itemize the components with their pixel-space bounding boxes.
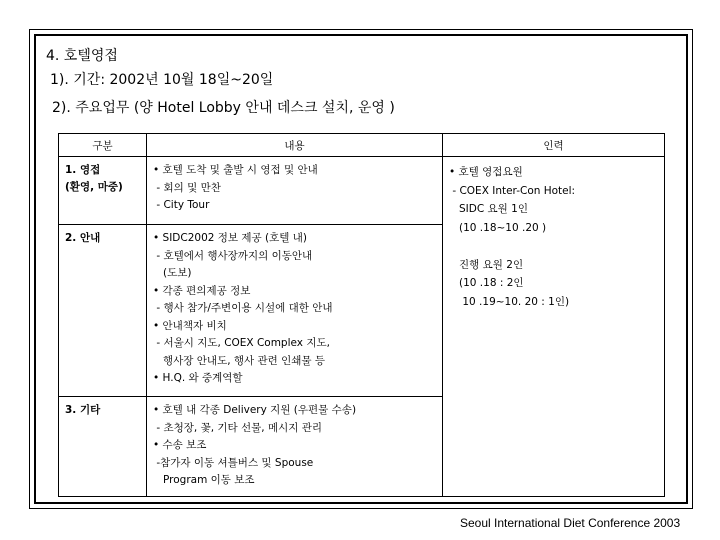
content-line: - 서울시 지도, COEX Complex 지도, (153, 337, 330, 349)
content-line: - 회의 및 만찬 (153, 181, 221, 194)
content-line: - 호텔에서 행사장까지의 이동안내 (153, 249, 313, 262)
row-category (59, 225, 147, 397)
staff-line: (10 .18 : 2인 (449, 277, 524, 289)
table-header-row (59, 134, 665, 157)
table-row (59, 157, 665, 225)
staff-line: 10 .19~10. 20 : 1인) (449, 295, 570, 308)
staff-line: SIDC 요원 1인 (449, 203, 528, 215)
content-line: (도보) (153, 267, 192, 279)
row-content (147, 157, 443, 225)
content-line: - City Tour (153, 199, 210, 211)
content-line: 행사장 안내도, 행사 관련 인쇄물 등 (153, 354, 326, 367)
category-line: 2. 안내 (65, 232, 101, 244)
staff-line: • 호텔 영접요원 (449, 166, 523, 178)
staff-line: - COEX Inter-Con Hotel: (449, 184, 576, 197)
content-line: • SIDC2002 정보 제공 (호텔 내) (153, 232, 307, 244)
category-line: 3. 기타 (65, 404, 101, 416)
period-line: 1). 기간: 2002년 10월 18일~20일 (50, 72, 274, 88)
staff-line: (10 .18~10 .20 ) (449, 221, 547, 234)
content-line: • 안내책자 비치 (153, 319, 227, 332)
staffing-cell (443, 157, 665, 497)
row-category (59, 397, 147, 497)
content-line: Program 이동 보조 (153, 474, 255, 486)
header-category: 구분 (59, 134, 147, 157)
category-line: (환영, 마중) (65, 181, 123, 193)
content-line: • 각종 편의제공 정보 (153, 284, 251, 297)
row-category (59, 157, 147, 225)
section-title: 4. 호텔영접 (46, 48, 118, 64)
footer-conference-name: Seoul International Diet Conference 2003 (460, 516, 681, 530)
row-content (147, 225, 443, 397)
duty-line: 2). 주요업무 (양 Hotel Lobby 안내 데스크 설치, 운영 ) (52, 100, 395, 116)
content-line: • H.Q. 와 중계역할 (153, 372, 243, 384)
row-content (147, 397, 443, 497)
header-staffing: 인력 (443, 134, 665, 157)
content-line: • 호텔 내 각종 Delivery 지원 (우편물 수송) (153, 404, 357, 416)
category-line: 1. 영접 (65, 164, 101, 176)
content-line: • 호텔 도착 및 출발 시 영접 및 안내 (153, 164, 318, 176)
staff-line: 진행 요원 2인 (449, 258, 524, 271)
header-content: 내용 (147, 134, 443, 157)
content-line: - 행사 참가/주변이용 시설에 대한 안내 (153, 302, 333, 314)
content-line: • 수송 보조 (153, 439, 207, 451)
content-line: -참가자 이동 셔틀버스 및 Spouse (153, 456, 314, 469)
duties-table (58, 133, 665, 497)
content-line: - 초청장, 꽃, 기타 선물, 메시지 관리 (153, 421, 323, 434)
